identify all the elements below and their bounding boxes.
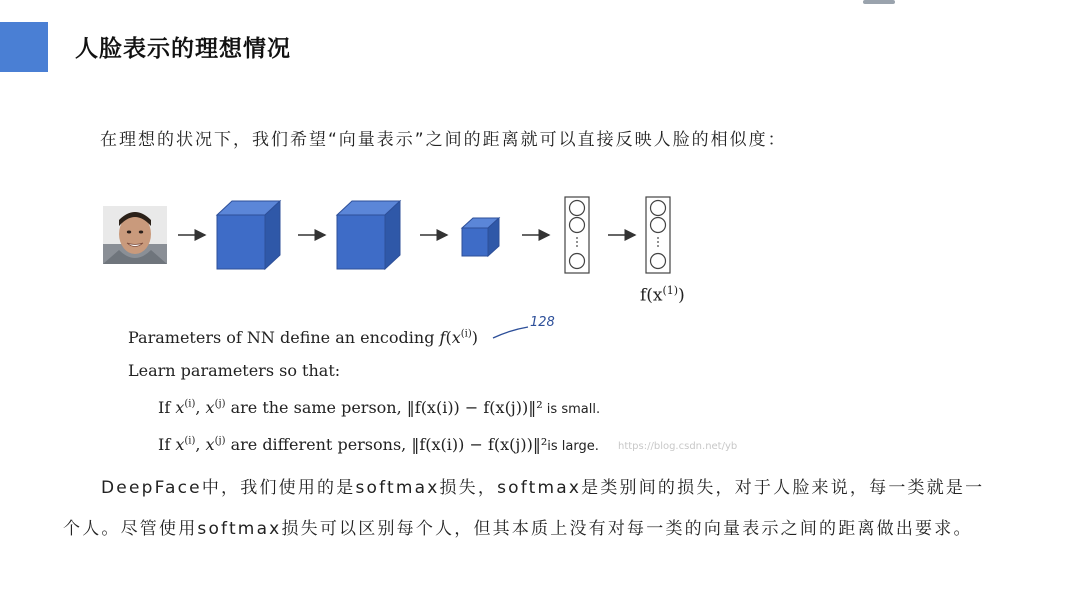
fc-layer-2 bbox=[646, 197, 670, 273]
title-accent-block bbox=[0, 22, 48, 72]
fc-layer-1 bbox=[565, 197, 589, 273]
cube-1 bbox=[217, 201, 280, 269]
math-line-learn: Learn parameters so that: bbox=[128, 361, 341, 380]
math-line-same-person: If $x^{(i)}$, $x^{(j)}$ are the same person, ‖f(x(i)) − f(x(j))‖² is small. bbox=[158, 398, 601, 417]
handwritten-annotation bbox=[490, 312, 580, 344]
cube-3 bbox=[462, 218, 499, 256]
network-diagram bbox=[0, 190, 1080, 310]
slide-title: 人脸表示的理想情况 bbox=[75, 36, 291, 62]
svg-text:128: 128 bbox=[530, 315, 555, 330]
body-paragraph: DeepFace中，我们使用的是softmax损失，softmax是类别间的损失，对于人脸来说，每一类就是一个人。尽管使用softmax损失可以区别每个人，但其本质上没有对每一类的向量表示之间的距离做出要求。 bbox=[63, 478, 985, 539]
intro-text: 在理想的状况下，我们希望“向量表示”之间的距离就可以直接反映人脸的相似度： bbox=[100, 130, 787, 150]
cube-2 bbox=[337, 201, 400, 269]
encoding-label: $f(x^{(1)})$ bbox=[640, 284, 685, 306]
math-line-different-persons: If $x^{(i)}$, $x^{(j)}$ are different persons, ‖f(x(i)) − f(x(j))‖²is large. bbox=[158, 435, 599, 454]
math-line-encoding: Parameters of NN define an encoding $f(x^{(i)})$ bbox=[128, 328, 478, 347]
window-handle bbox=[863, 0, 895, 4]
watermark-text: https://blog.csdn.net/yb bbox=[618, 441, 738, 452]
